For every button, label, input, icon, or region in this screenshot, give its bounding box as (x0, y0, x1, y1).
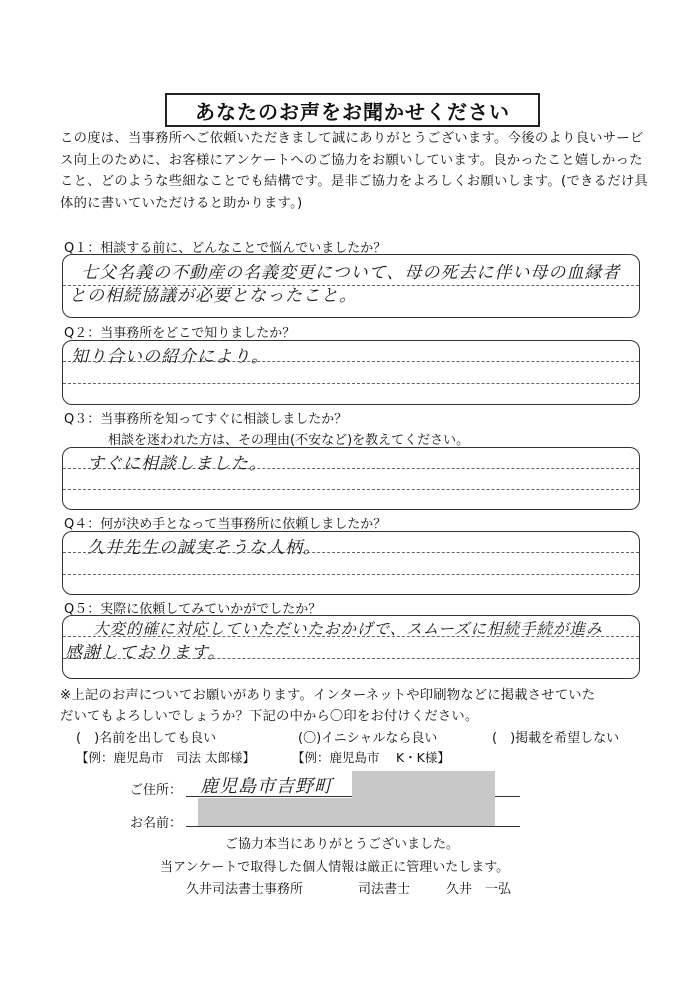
intro-paragraph: この度は、当事務所へご依頼いただきまして誠にありがとうございます。今後のより良いサービス向上のために、お客様にアンケートへのご協力をお願いしています。良かったこと嬉しかったこと、どのような些細なことでも結構です。是非ご協力をよろしくお願いします。(できるだけ具体的に書いていただけると助かります。) (60, 131, 649, 211)
page-title (165, 93, 540, 127)
redaction-block-name (198, 798, 495, 826)
q4-answer-line-1: 久井先生の誠実そうな人柄。 (87, 538, 321, 558)
q2-answer-box[interactable] (62, 340, 640, 405)
answer-rule (63, 574, 639, 575)
footer-person-name: 久井 一弘 (446, 882, 512, 897)
q1-answer-box[interactable] (62, 254, 640, 318)
answer-rule (63, 489, 639, 490)
q5-answer-line-1: 大変的確に対応していただいたおかげで、スムーズに相続手続が進み (93, 620, 603, 638)
example-initials: 【例：鹿児島市 K・K様】 (292, 750, 450, 765)
address-label: ご住所： (130, 783, 183, 798)
footer-thanks: ご協力本当にありがとうございました。 (225, 837, 460, 852)
q4-answer-box[interactable] (62, 531, 640, 595)
footer-privacy: 当アンケートで取得した個人情報は厳正に管理いたします。 (160, 860, 510, 875)
q3-label: Q３：当事務所を知ってすぐに相談しましたか？ (64, 412, 348, 427)
q3-answer-box[interactable] (62, 447, 640, 510)
page-title-text: あなたのお声をお聞かせください (195, 99, 510, 124)
q4-label: Q４：何が決め手となって当事務所に依頼しましたか？ (64, 517, 387, 532)
option-no-publish[interactable]: ( )掲載を希望しない (492, 731, 620, 746)
name-underline (186, 826, 520, 827)
option-name-ok[interactable]: ( )名前を出しても良い (76, 731, 217, 746)
example-full-name: 【例：鹿児島市 司法 太郎様】 (76, 750, 255, 765)
q5-answer-box[interactable] (62, 615, 640, 679)
name-label: お名前： (130, 816, 183, 831)
q1-answer-line-1: 七父名義の不動産の名義変更について、母の死去に伴い母の血縁者 (81, 263, 621, 283)
address-handwritten-value: 鹿児島市吉野町 (200, 776, 333, 797)
consent-line-1: ※上記のお声についてお願いがあります。インターネットや印刷物などに掲載させていた (60, 688, 596, 703)
q2-answer-line-1: 知り合いの紹介により。 (71, 347, 269, 367)
footer-office-name: 久井司法書士事務所 (186, 882, 304, 897)
q5-answer-line-2: 感謝しております。 (65, 643, 226, 663)
consent-line-2: だいてもよろしいでしょうか？下記の中から〇印をお付けください。 (60, 709, 479, 724)
option-initials-ok[interactable]: (〇)イニシャルなら良い (298, 731, 438, 746)
q3-answer-line-1: すぐに相談しました。 (87, 454, 267, 474)
q1-answer-line-2: との相続協議が必要となったこと。 (69, 286, 357, 306)
q2-label: Q２：当事務所をどこで知りましたか？ (64, 326, 296, 341)
q3-sub-label: 相談を迷われた方は、その理由(不安など)を教えてください。 (108, 433, 470, 448)
footer-title: 司法書士 (358, 882, 411, 897)
redaction-block-address (352, 771, 495, 798)
answer-rule (63, 383, 639, 384)
q5-label: Q５：実際に依頼してみていかがでしたか？ (64, 602, 322, 617)
q1-label: Q１：相談する前に、どんなことで悩んでいましたか？ (64, 241, 387, 256)
